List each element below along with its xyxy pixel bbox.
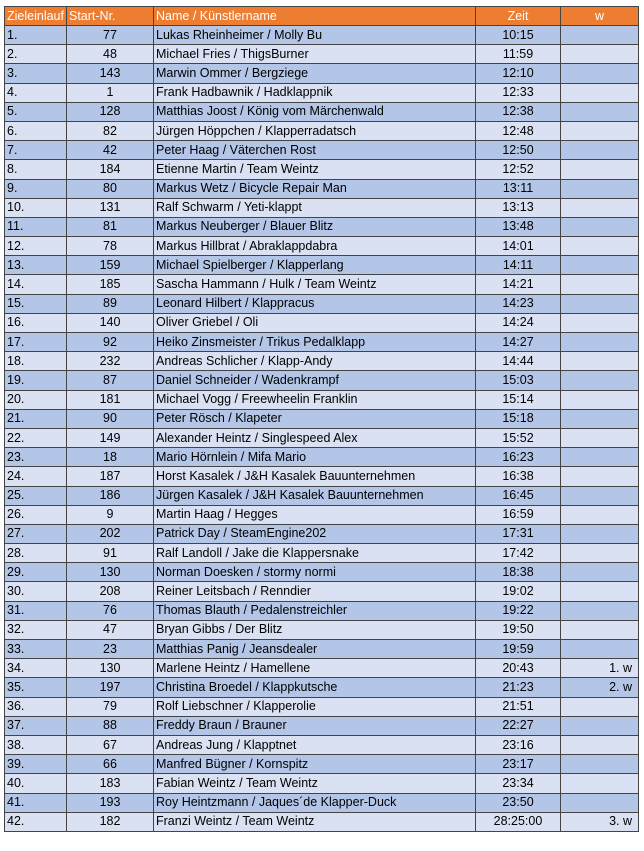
place-cell: 36. (5, 697, 67, 716)
women-rank-cell (561, 755, 639, 774)
women-rank-cell (561, 486, 639, 505)
name-cell: Frank Hadbawnik / Hadklappnik (154, 83, 476, 102)
place-cell: 39. (5, 755, 67, 774)
name-cell: Michael Vogg / Freewheelin Franklin (154, 390, 476, 409)
name-cell: Martin Haag / Hegges (154, 505, 476, 524)
results-body (5, 26, 639, 832)
women-rank-cell (561, 121, 639, 140)
women-rank-cell (561, 793, 639, 812)
name-cell: Reiner Leitsbach / Renndier (154, 582, 476, 601)
place-cell: 32. (5, 620, 67, 639)
start-number-cell: 77 (67, 26, 154, 45)
name-cell: Alexander Heintz / Singlespeed Alex (154, 428, 476, 447)
time-cell: 14:01 (476, 237, 561, 256)
time-cell: 14:11 (476, 256, 561, 275)
table-row (5, 659, 639, 678)
place-cell: 18. (5, 352, 67, 371)
header-row (5, 7, 639, 26)
time-cell: 14:21 (476, 275, 561, 294)
table-row (5, 716, 639, 735)
place-cell: 33. (5, 640, 67, 659)
name-cell: Heiko Zinsmeister / Trikus Pedalklapp (154, 333, 476, 352)
name-cell: Jürgen Höppchen / Klapperradatsch (154, 121, 476, 140)
women-rank-cell (561, 83, 639, 102)
table-row (5, 409, 639, 428)
start-number-cell: 48 (67, 45, 154, 64)
time-cell: 15:52 (476, 428, 561, 447)
name-cell: Matthias Panig / Jeansdealer (154, 640, 476, 659)
name-cell: Marlene Heintz / Hamellene (154, 659, 476, 678)
time-cell: 12:38 (476, 102, 561, 121)
start-number-cell: 232 (67, 352, 154, 371)
women-rank-cell (561, 275, 639, 294)
start-number-cell: 81 (67, 217, 154, 236)
time-cell: 16:38 (476, 467, 561, 486)
women-rank-cell (561, 774, 639, 793)
start-number-cell: 87 (67, 371, 154, 390)
start-number-cell: 47 (67, 620, 154, 639)
place-cell: 42. (5, 812, 67, 831)
start-number-cell: 78 (67, 237, 154, 256)
time-cell: 17:42 (476, 544, 561, 563)
table-row (5, 640, 639, 659)
name-cell: Lukas Rheinheimer / Molly Bu (154, 26, 476, 45)
name-cell: Christina Broedel / Klappkutsche (154, 678, 476, 697)
table-row (5, 774, 639, 793)
women-rank-cell (561, 716, 639, 735)
table-row (5, 313, 639, 332)
table-row (5, 678, 639, 697)
time-cell: 12:33 (476, 83, 561, 102)
women-rank-cell (561, 333, 639, 352)
start-number-cell: 143 (67, 64, 154, 83)
place-cell: 7. (5, 141, 67, 160)
start-number-cell: 149 (67, 428, 154, 447)
time-cell: 12:52 (476, 160, 561, 179)
women-rank-cell (561, 640, 639, 659)
time-cell: 19:02 (476, 582, 561, 601)
place-cell: 4. (5, 83, 67, 102)
time-cell: 14:23 (476, 294, 561, 313)
time-cell: 14:27 (476, 333, 561, 352)
table-row (5, 352, 639, 371)
women-rank-cell (561, 217, 639, 236)
header-w: w (561, 7, 639, 26)
time-cell: 14:44 (476, 352, 561, 371)
time-cell: 16:23 (476, 448, 561, 467)
table-row (5, 160, 639, 179)
table-row (5, 102, 639, 121)
header-name: Name / Künstlername (154, 7, 476, 26)
women-rank-cell: 3. w (561, 812, 639, 831)
name-cell: Andreas Jung / Klapptnet (154, 735, 476, 754)
name-cell: Peter Rösch / Klapeter (154, 409, 476, 428)
place-cell: 17. (5, 333, 67, 352)
table-row (5, 428, 639, 447)
name-cell: Manfred Bügner / Kornspitz (154, 755, 476, 774)
table-row (5, 601, 639, 620)
start-number-cell: 181 (67, 390, 154, 409)
women-rank-cell (561, 371, 639, 390)
time-cell: 21:51 (476, 697, 561, 716)
women-rank-cell (561, 448, 639, 467)
time-cell: 21:23 (476, 678, 561, 697)
time-cell: 23:50 (476, 793, 561, 812)
place-cell: 37. (5, 716, 67, 735)
start-number-cell: 128 (67, 102, 154, 121)
start-number-cell: 79 (67, 697, 154, 716)
place-cell: 40. (5, 774, 67, 793)
women-rank-cell (561, 352, 639, 371)
place-cell: 21. (5, 409, 67, 428)
time-cell: 23:16 (476, 735, 561, 754)
women-rank-cell (561, 601, 639, 620)
women-rank-cell (561, 735, 639, 754)
results-table (4, 6, 639, 832)
place-cell: 34. (5, 659, 67, 678)
table-row (5, 467, 639, 486)
time-cell: 18:38 (476, 563, 561, 582)
table-row (5, 390, 639, 409)
time-cell: 16:45 (476, 486, 561, 505)
start-number-cell: 183 (67, 774, 154, 793)
place-cell: 19. (5, 371, 67, 390)
table-row (5, 544, 639, 563)
women-rank-cell (561, 141, 639, 160)
time-cell: 17:31 (476, 524, 561, 543)
place-cell: 41. (5, 793, 67, 812)
name-cell: Matthias Joost / König vom Märchenwald (154, 102, 476, 121)
table-row (5, 217, 639, 236)
women-rank-cell (561, 64, 639, 83)
time-cell: 19:22 (476, 601, 561, 620)
start-number-cell: 140 (67, 313, 154, 332)
time-cell: 15:14 (476, 390, 561, 409)
table-row (5, 294, 639, 313)
name-cell: Patrick Day / SteamEngine202 (154, 524, 476, 543)
name-cell: Freddy Braun / Brauner (154, 716, 476, 735)
table-row (5, 620, 639, 639)
time-cell: 28:25:00 (476, 812, 561, 831)
name-cell: Michael Fries / ThigsBurner (154, 45, 476, 64)
table-row (5, 697, 639, 716)
table-row (5, 45, 639, 64)
time-cell: 19:50 (476, 620, 561, 639)
table-row (5, 141, 639, 160)
place-cell: 27. (5, 524, 67, 543)
time-cell: 23:34 (476, 774, 561, 793)
start-number-cell: 193 (67, 793, 154, 812)
table-row (5, 333, 639, 352)
place-cell: 12. (5, 237, 67, 256)
table-row (5, 793, 639, 812)
table-row (5, 275, 639, 294)
place-cell: 5. (5, 102, 67, 121)
start-number-cell: 23 (67, 640, 154, 659)
time-cell: 12:10 (476, 64, 561, 83)
start-number-cell: 67 (67, 735, 154, 754)
name-cell: Andreas Schlicher / Klapp-Andy (154, 352, 476, 371)
name-cell: Mario Hörnlein / Mifa Mario (154, 448, 476, 467)
place-cell: 13. (5, 256, 67, 275)
women-rank-cell (561, 313, 639, 332)
women-rank-cell (561, 467, 639, 486)
time-cell: 15:18 (476, 409, 561, 428)
women-rank-cell (561, 563, 639, 582)
place-cell: 31. (5, 601, 67, 620)
table-row (5, 237, 639, 256)
start-number-cell: 185 (67, 275, 154, 294)
women-rank-cell (561, 198, 639, 217)
women-rank-cell (561, 256, 639, 275)
table-row (5, 26, 639, 45)
place-cell: 30. (5, 582, 67, 601)
place-cell: 8. (5, 160, 67, 179)
women-rank-cell (561, 237, 639, 256)
name-cell: Markus Neuberger / Blauer Blitz (154, 217, 476, 236)
start-number-cell: 187 (67, 467, 154, 486)
table-row (5, 198, 639, 217)
table-row (5, 83, 639, 102)
place-cell: 3. (5, 64, 67, 83)
table-row (5, 812, 639, 831)
name-cell: Bryan Gibbs / Der Blitz (154, 620, 476, 639)
women-rank-cell (561, 26, 639, 45)
start-number-cell: 18 (67, 448, 154, 467)
women-rank-cell: 2. w (561, 678, 639, 697)
time-cell: 20:43 (476, 659, 561, 678)
table-row (5, 64, 639, 83)
header-start-number: Start-Nr. (67, 7, 154, 26)
name-cell: Sascha Hammann / Hulk / Team Weintz (154, 275, 476, 294)
women-rank-cell (561, 505, 639, 524)
place-cell: 35. (5, 678, 67, 697)
time-cell: 16:59 (476, 505, 561, 524)
women-rank-cell: 1. w (561, 659, 639, 678)
women-rank-cell (561, 179, 639, 198)
place-cell: 24. (5, 467, 67, 486)
time-cell: 11:59 (476, 45, 561, 64)
start-number-cell: 9 (67, 505, 154, 524)
name-cell: Daniel Schneider / Wadenkrampf (154, 371, 476, 390)
name-cell: Markus Wetz / Bicycle Repair Man (154, 179, 476, 198)
start-number-cell: 208 (67, 582, 154, 601)
start-number-cell: 131 (67, 198, 154, 217)
place-cell: 16. (5, 313, 67, 332)
table-row (5, 582, 639, 601)
name-cell: Oliver Griebel / Oli (154, 313, 476, 332)
start-number-cell: 182 (67, 812, 154, 831)
place-cell: 9. (5, 179, 67, 198)
start-number-cell: 80 (67, 179, 154, 198)
table-row (5, 505, 639, 524)
table-row (5, 179, 639, 198)
women-rank-cell (561, 294, 639, 313)
name-cell: Michael Spielberger / Klapperlang (154, 256, 476, 275)
start-number-cell: 42 (67, 141, 154, 160)
name-cell: Rolf Liebschner / Klapperolie (154, 697, 476, 716)
place-cell: 25. (5, 486, 67, 505)
name-cell: Franzi Weintz / Team Weintz (154, 812, 476, 831)
start-number-cell: 89 (67, 294, 154, 313)
time-cell: 13:11 (476, 179, 561, 198)
place-cell: 15. (5, 294, 67, 313)
women-rank-cell (561, 409, 639, 428)
women-rank-cell (561, 160, 639, 179)
table-row (5, 524, 639, 543)
time-cell: 15:03 (476, 371, 561, 390)
name-cell: Fabian Weintz / Team Weintz (154, 774, 476, 793)
start-number-cell: 91 (67, 544, 154, 563)
place-cell: 26. (5, 505, 67, 524)
time-cell: 13:48 (476, 217, 561, 236)
header-time: Zeit (476, 7, 561, 26)
table-row (5, 121, 639, 140)
time-cell: 13:13 (476, 198, 561, 217)
name-cell: Ralf Landoll / Jake die Klappersnake (154, 544, 476, 563)
women-rank-cell (561, 697, 639, 716)
start-number-cell: 184 (67, 160, 154, 179)
women-rank-cell (561, 524, 639, 543)
start-number-cell: 197 (67, 678, 154, 697)
time-cell: 23:17 (476, 755, 561, 774)
start-number-cell: 76 (67, 601, 154, 620)
place-cell: 14. (5, 275, 67, 294)
name-cell: Peter Haag / Väterchen Rost (154, 141, 476, 160)
women-rank-cell (561, 390, 639, 409)
women-rank-cell (561, 582, 639, 601)
place-cell: 10. (5, 198, 67, 217)
start-number-cell: 82 (67, 121, 154, 140)
place-cell: 20. (5, 390, 67, 409)
place-cell: 6. (5, 121, 67, 140)
name-cell: Leonard Hilbert / Klappracus (154, 294, 476, 313)
name-cell: Etienne Martin / Team Weintz (154, 160, 476, 179)
table-row (5, 563, 639, 582)
women-rank-cell (561, 620, 639, 639)
name-cell: Roy Heintzmann / Jaques´de Klapper-Duck (154, 793, 476, 812)
place-cell: 11. (5, 217, 67, 236)
name-cell: Markus Hillbrat / Abraklappdabra (154, 237, 476, 256)
place-cell: 2. (5, 45, 67, 64)
time-cell: 10:15 (476, 26, 561, 45)
start-number-cell: 88 (67, 716, 154, 735)
start-number-cell: 90 (67, 409, 154, 428)
time-cell: 19:59 (476, 640, 561, 659)
header-place: Zieleinlauf (5, 7, 67, 26)
place-cell: 28. (5, 544, 67, 563)
table-row (5, 371, 639, 390)
name-cell: Jürgen Kasalek / J&H Kasalek Bauunternehmen (154, 486, 476, 505)
women-rank-cell (561, 102, 639, 121)
women-rank-cell (561, 428, 639, 447)
start-number-cell: 92 (67, 333, 154, 352)
table-row (5, 755, 639, 774)
women-rank-cell (561, 45, 639, 64)
place-cell: 29. (5, 563, 67, 582)
time-cell: 14:24 (476, 313, 561, 332)
place-cell: 38. (5, 735, 67, 754)
table-row (5, 486, 639, 505)
time-cell: 12:50 (476, 141, 561, 160)
name-cell: Marwin Ommer / Bergziege (154, 64, 476, 83)
place-cell: 23. (5, 448, 67, 467)
table-row (5, 256, 639, 275)
place-cell: 22. (5, 428, 67, 447)
start-number-cell: 186 (67, 486, 154, 505)
time-cell: 12:48 (476, 121, 561, 140)
time-cell: 22:27 (476, 716, 561, 735)
start-number-cell: 159 (67, 256, 154, 275)
start-number-cell: 66 (67, 755, 154, 774)
start-number-cell: 1 (67, 83, 154, 102)
table-row (5, 448, 639, 467)
start-number-cell: 202 (67, 524, 154, 543)
women-rank-cell (561, 544, 639, 563)
place-cell: 1. (5, 26, 67, 45)
name-cell: Ralf Schwarm / Yeti-klappt (154, 198, 476, 217)
table-row (5, 735, 639, 754)
name-cell: Norman Doesken / stormy normi (154, 563, 476, 582)
name-cell: Thomas Blauth / Pedalenstreichler (154, 601, 476, 620)
name-cell: Horst Kasalek / J&H Kasalek Bauunternehmen (154, 467, 476, 486)
start-number-cell: 130 (67, 659, 154, 678)
start-number-cell: 130 (67, 563, 154, 582)
